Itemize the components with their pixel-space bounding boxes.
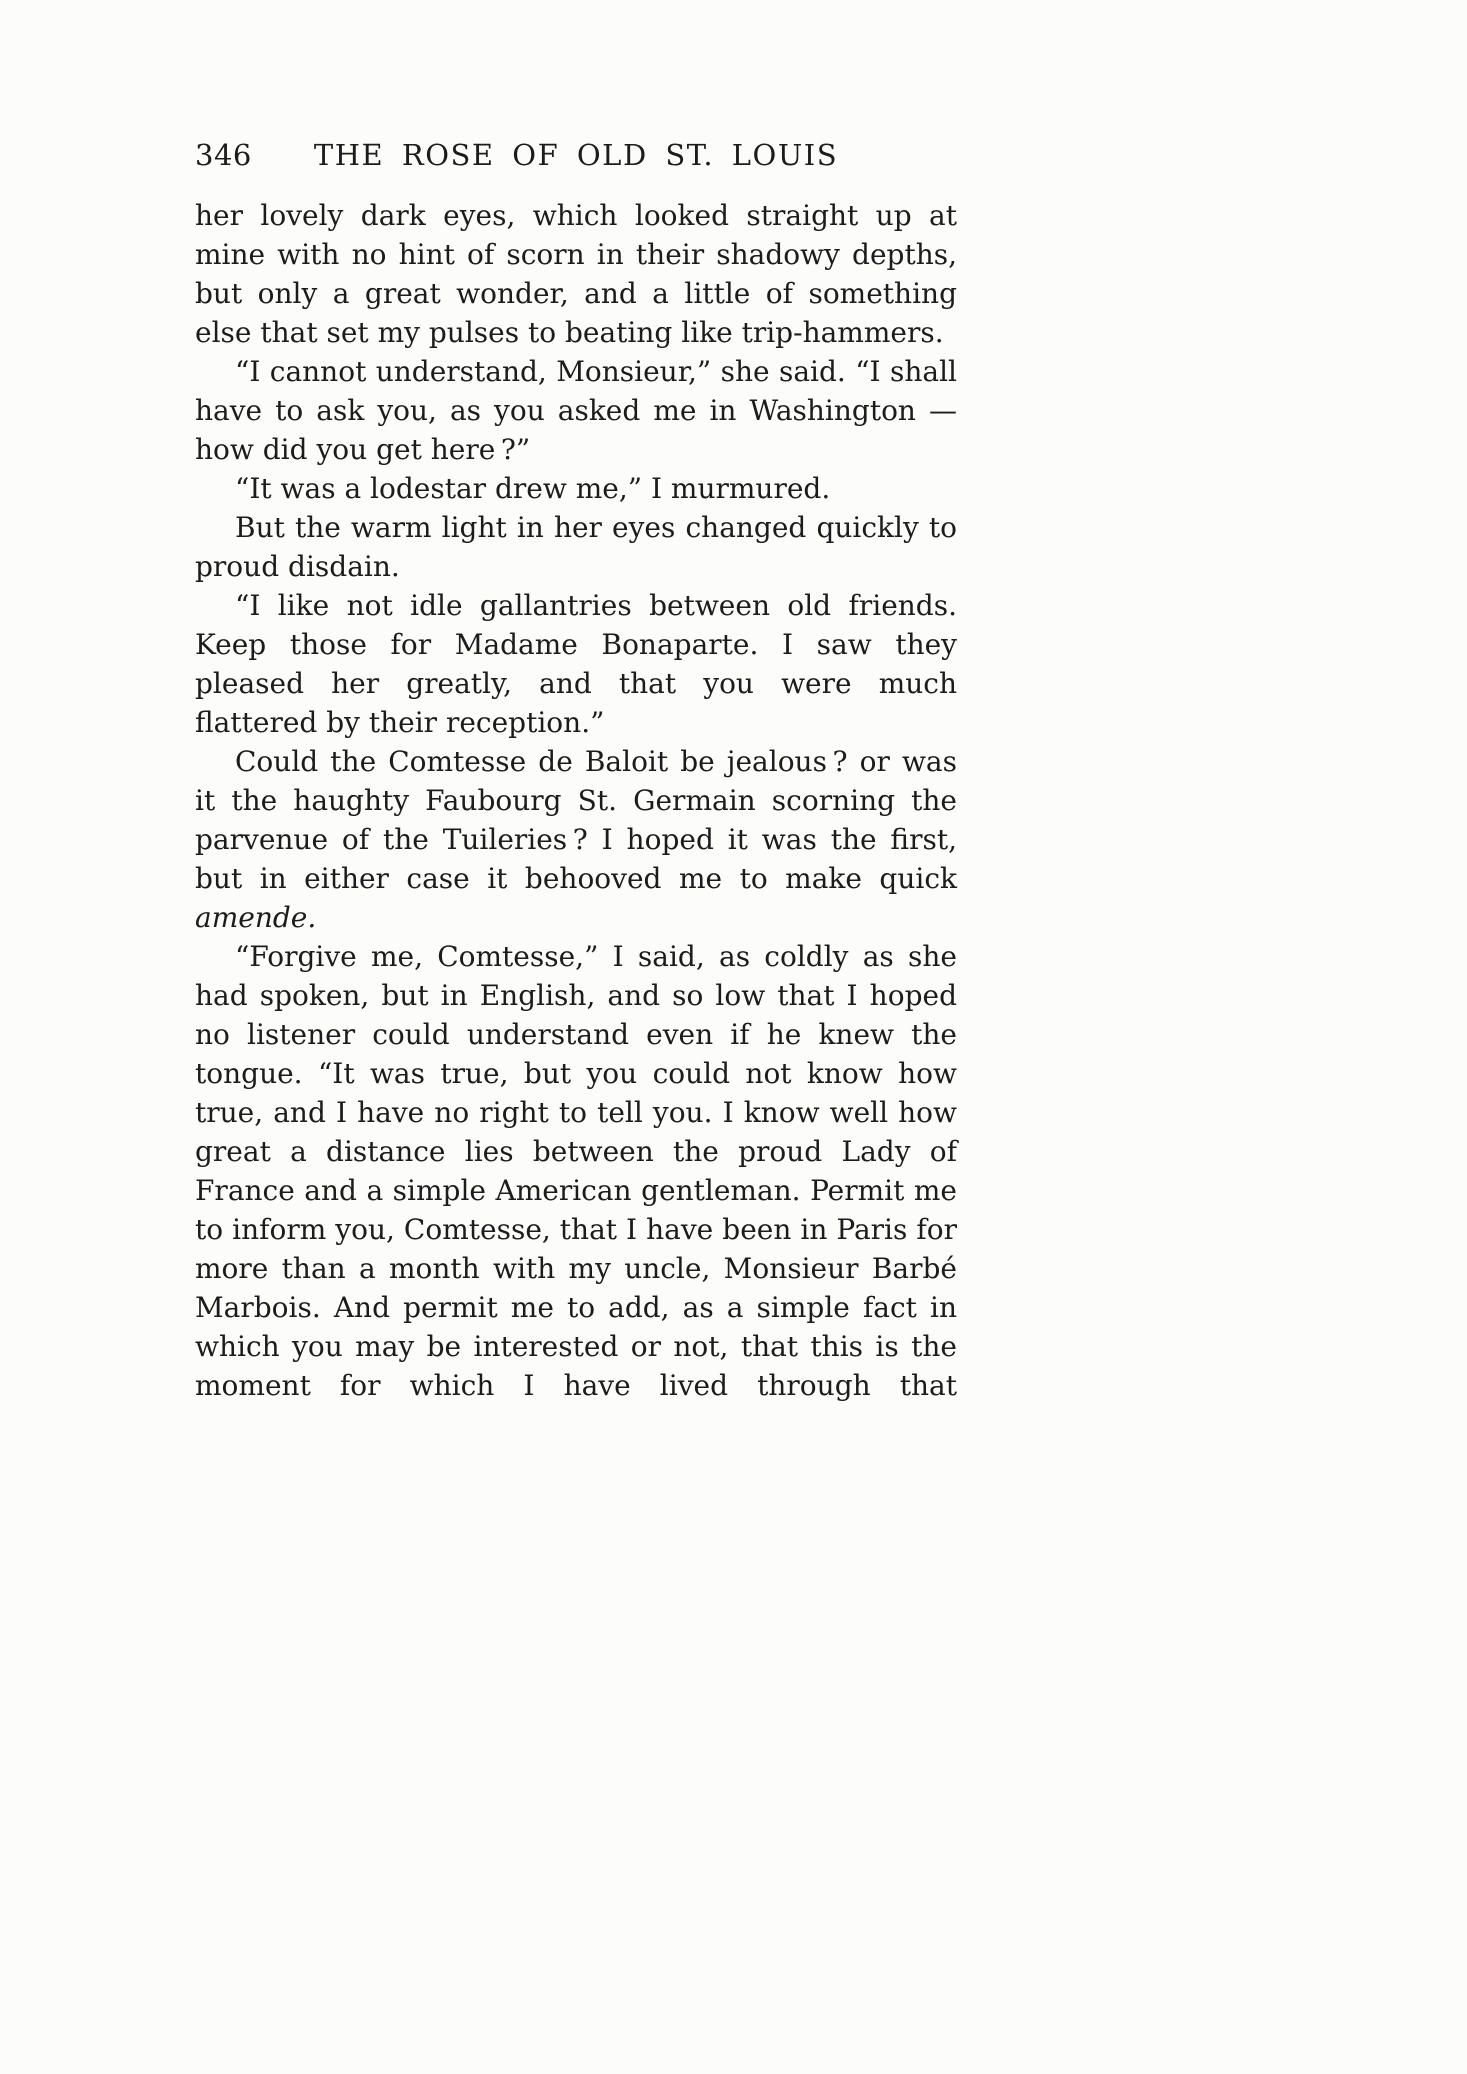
paragraph [195, 352, 957, 469]
paragraph-text: “I cannot understand, Monsieur,” she said. “I shall have to ask you, as you asked me in Washington —how did you get here ?” [195, 355, 957, 466]
paragraph-text: her lovely dark eyes, which looked straight up at mine with no hint of scorn in their shadowy depths, but only a great wonder, and a little of something else that set my pulses to beating like trip-hammers. [195, 199, 957, 349]
text-block [195, 196, 957, 1405]
paragraph [195, 742, 957, 937]
paragraph [195, 196, 957, 352]
paragraph [195, 469, 957, 508]
running-header [195, 138, 957, 172]
paragraph-text: “It was a lodestar drew me,” I murmured. [235, 472, 831, 505]
paragraph-text: But the warm light in her eyes changed quickly to proud disdain. [195, 511, 957, 583]
page-number: 346 [195, 138, 252, 172]
paragraph [195, 508, 957, 586]
italic-text: amende. [195, 901, 317, 934]
paragraph [195, 937, 957, 1405]
paragraph-text: Could the Comtesse de Baloit be jealous ? or was it the haughty Faubourg St. Germain scorning the parvenue of the Tuileries ? I hoped it was the first, but in either case it behooved me to make quick [195, 745, 957, 895]
paragraph-text: “Forgive me, Comtesse,” I said, as coldly as she had spoken, but in English, and so low that I hoped no listener could understand even if he knew the tongue. “It was true, but you could not know how true, and I have no right to tell you. I know well how great a distance lies between the proud Lady of France and a simple American gentleman. Permit me to inform you, Comtesse, that I have been in Paris for more than a month with my uncle, Monsieur Barbé Marbois. And permit me to add, as a simple fact in which you may be interested or not, that this is the moment for which I have lived through that [195, 940, 957, 1402]
running-title: THE ROSE OF OLD ST. LOUIS [313, 138, 839, 172]
paragraph [195, 586, 957, 742]
paragraph-text: “I like not idle gallantries between old friends. Keep those for Madame Bonaparte. I saw they pleased her greatly, and that you were much flattered by their reception.” [195, 589, 957, 739]
